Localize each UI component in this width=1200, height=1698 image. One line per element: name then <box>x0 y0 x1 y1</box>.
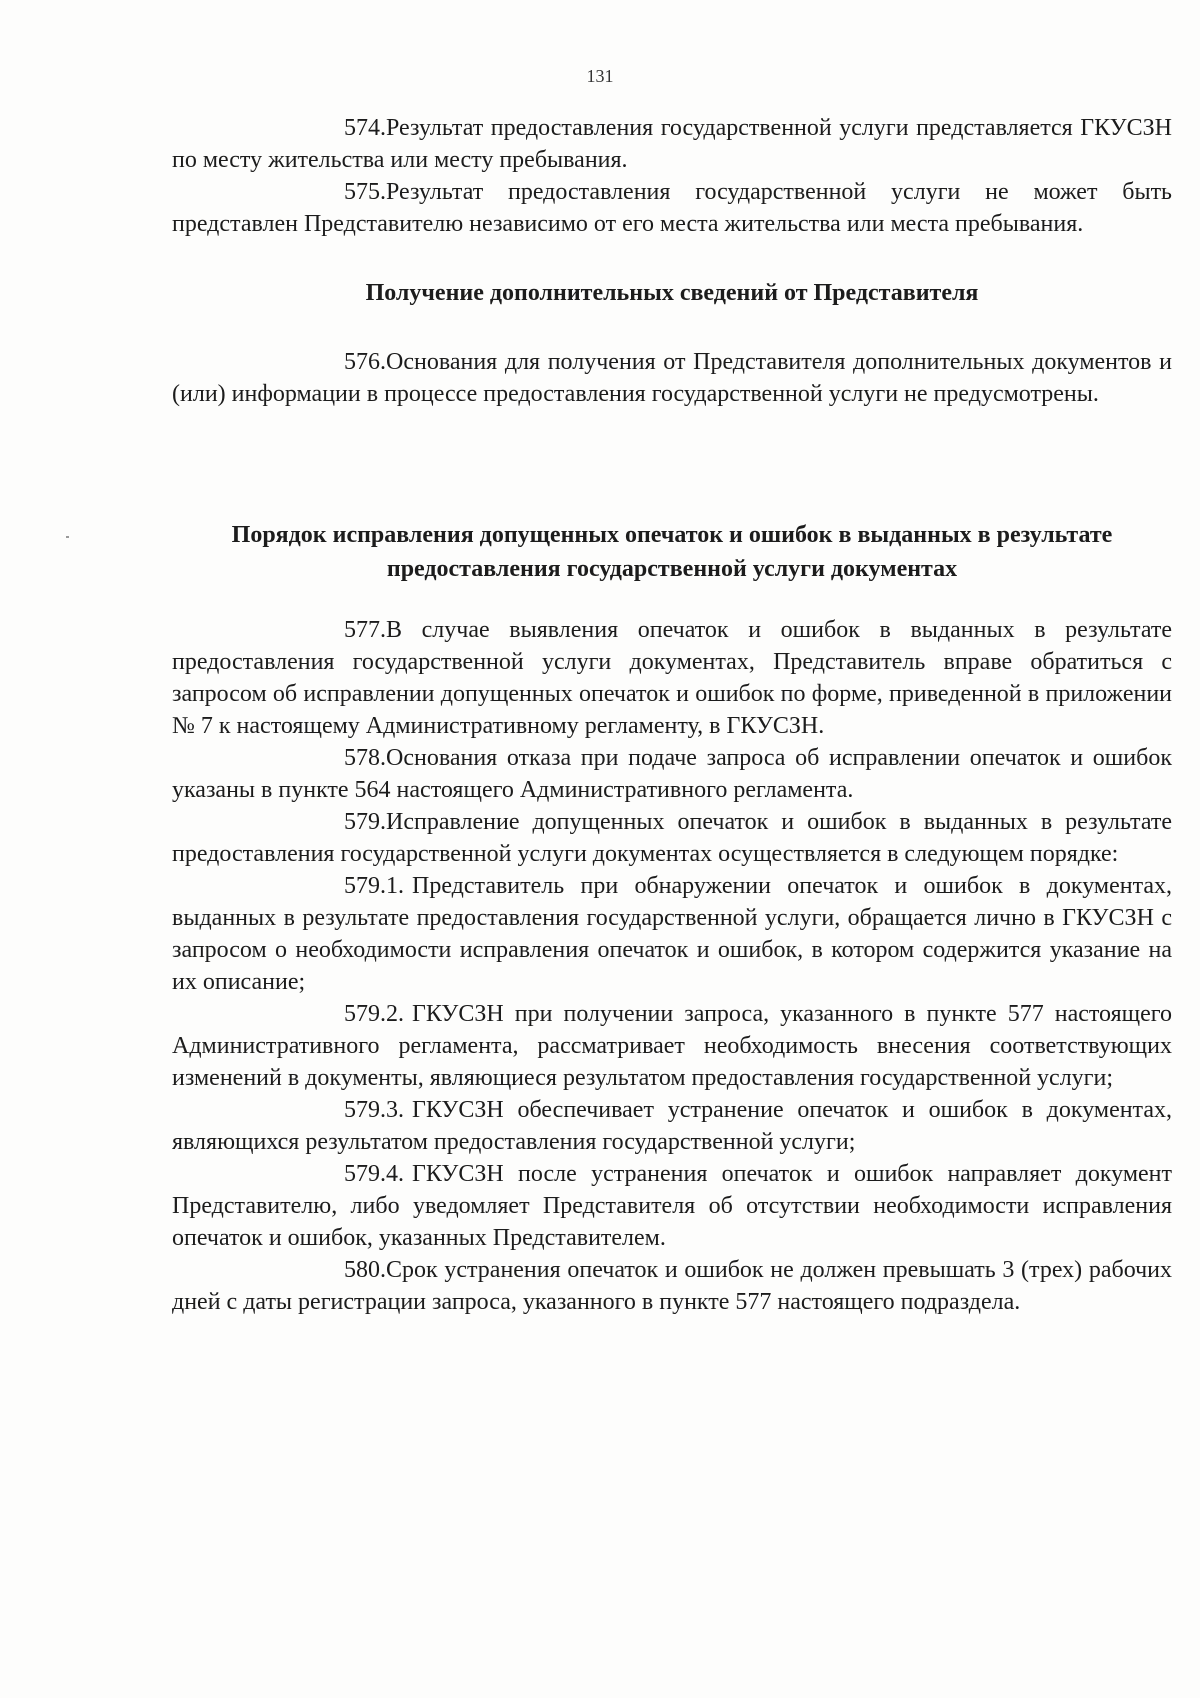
paragraph-number: 579.3. <box>344 1097 404 1123</box>
paragraph-number: 579. <box>344 809 386 835</box>
paragraph-579 <box>172 806 1172 870</box>
paragraph-text: Результат предоставления государственной услуги не может быть представлен Представителю независимо от его места жительства или места пребывания. <box>172 179 1172 237</box>
paragraph-text: Срок устранения опечаток и ошибок не должен превышать 3 (трех) рабочих дней с даты регистрации запроса, указанного в пункте 577 настоящего подраздела. <box>172 1257 1172 1315</box>
paragraph-number: 577. <box>344 617 386 643</box>
paragraph-number: 579.1. <box>344 873 404 899</box>
paragraph-text: В случае выявления опечаток и ошибок в выданных в результате предоставления государственной услуги документах, Представитель вправе обратиться с запросом об исправлении допущенных опечаток и ошибок по форме, приведенной в приложении № 7 к настоящему Административному регламенту, в ГКУСЗН. <box>172 617 1172 739</box>
paragraph-text: ГКУСЗН при получении запроса, указанного в пункте 577 настоящего Административного регламента, рассматривает необходимость внесения соответствующих изменений в документы, являющиеся результатом предоставления государственной услуги; <box>172 1001 1172 1091</box>
paragraph-579-1 <box>172 870 1172 998</box>
page-content <box>172 112 1172 1318</box>
paragraph-579-2 <box>172 998 1172 1094</box>
paragraph-number: 574. <box>344 115 386 141</box>
paragraph-text: Основания отказа при подаче запроса об исправлении опечаток и ошибок указаны в пункте 564 настоящего Административного регламента. <box>172 745 1172 803</box>
paragraph-number: 575. <box>344 179 386 205</box>
paragraph-580 <box>172 1254 1172 1318</box>
paragraph-578 <box>172 742 1172 806</box>
paragraph-text: ГКУСЗН обеспечивает устранение опечаток и ошибок в документах, являющихся результатом предоставления государственной услуги; <box>172 1097 1172 1155</box>
paragraph-text: Исправление допущенных опечаток и ошибок в выданных в результате предоставления государственной услуги документах осуществляется в следующем порядке: <box>172 809 1172 867</box>
paragraph-574 <box>172 112 1172 176</box>
paragraph-number: 576. <box>344 349 386 375</box>
section-heading-additional-info: Получение дополнительных сведений от Представителя <box>365 280 979 306</box>
paragraph-576 <box>172 346 1172 410</box>
paragraph-575 <box>172 176 1172 240</box>
paragraph-number: 580. <box>344 1257 386 1283</box>
paragraph-text: Представитель при обнаружении опечаток и ошибок в документах, выданных в результате предоставления государственной услуги, обращается лично в ГКУСЗН с запросом о необходимости исправления опечаток и ошибок, в котором содержится указание на их описание; <box>172 873 1172 995</box>
paragraph-579-3 <box>172 1094 1172 1158</box>
paragraph-text: Основания для получения от Представителя дополнительных документов и (или) информации в процессе предоставления государственной услуги не предусмотрены. <box>172 349 1172 407</box>
section-heading-error-correction: Порядок исправления допущенных опечаток и ошибок в выданных в результате предоставления государственной услуги документах <box>231 522 1113 582</box>
paragraph-text: Результат предоставления государственной услуги представляется ГКУСЗН по месту жительства или месту пребывания. <box>172 115 1172 173</box>
paragraph-579-4 <box>172 1158 1172 1254</box>
paragraph-577 <box>172 614 1172 742</box>
paragraph-number: 578. <box>344 745 386 771</box>
scan-speck <box>66 536 69 538</box>
paragraph-number: 579.2. <box>344 1001 404 1027</box>
paragraph-text: ГКУСЗН после устранения опечаток и ошибок направляет документ Представителю, либо уведомляет Представителя об отсутствии необходимости исправления опечаток и ошибок, указанных Представителем. <box>172 1161 1172 1251</box>
page-number: 131 <box>586 66 614 86</box>
paragraph-number: 579.4. <box>344 1161 404 1187</box>
